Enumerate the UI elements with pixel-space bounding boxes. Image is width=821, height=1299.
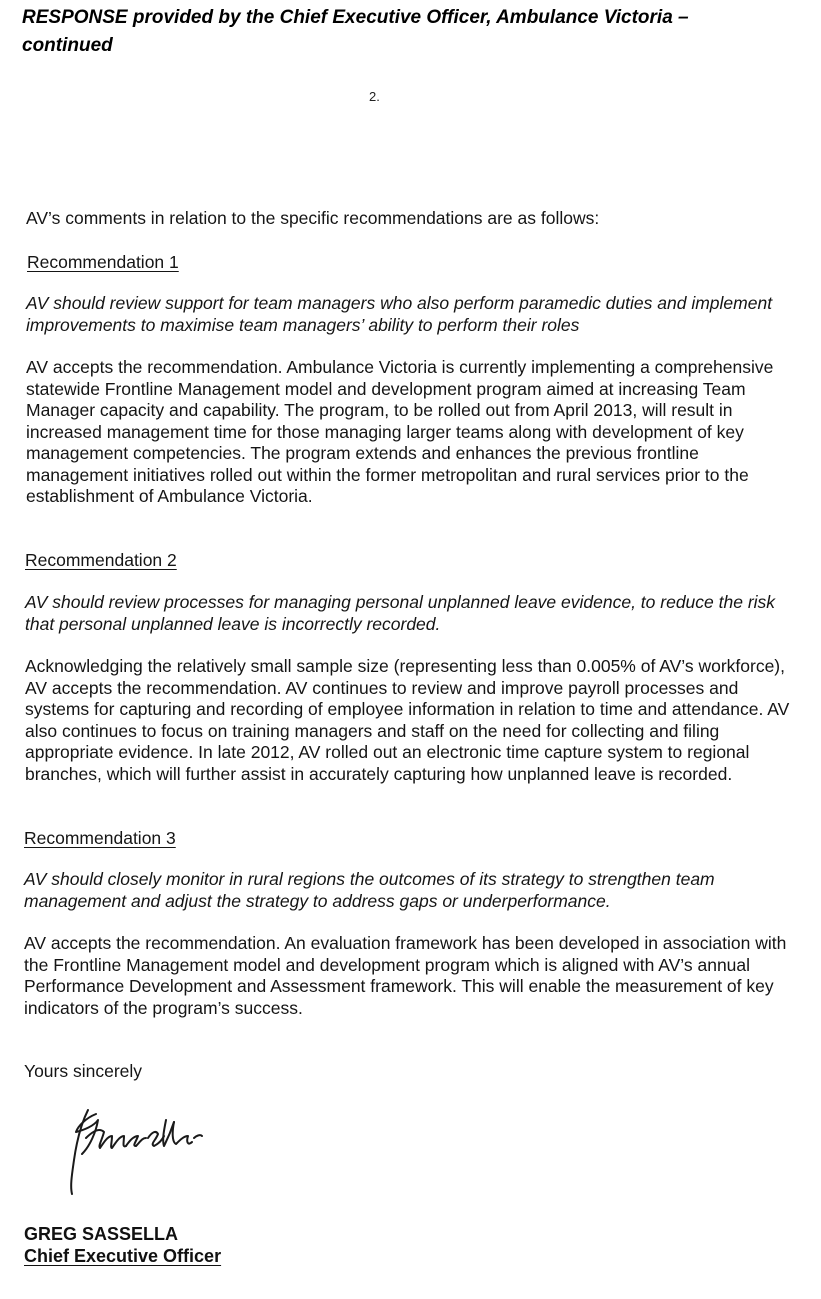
header-title-line-2: continued (22, 35, 113, 56)
signatory-title: Chief Executive Officer (24, 1246, 222, 1266)
recommendation-2-response: Acknowledging the relatively small sample size (representing less than 0.005% of AV’s workforce), AV accepts the recommendation. AV continues to review and improve payroll processes and systems for capturing and recording of employee information in relation to time and attendance. AV also continues to focus on training managers and staff on the need for collecting and filing appropriate evidence. In late 2012, AV rolled out an electronic time capture system to regional branches, which will further assist in accurately capturing how unplanned leave is recorded. (25, 656, 790, 784)
signature-image (66, 1102, 216, 1202)
recommendation-2-heading: Recommendation 2 (25, 550, 177, 570)
page-number: 2. (369, 89, 380, 104)
recommendation-3-text: AV should closely monitor in rural regions the outcomes of its strategy to strengthen team management and adjust the strategy to address gaps or underperformance. (24, 869, 715, 911)
recommendation-3-heading: Recommendation 3 (24, 828, 176, 848)
recommendation-3-response: AV accepts the recommendation. An evaluation framework has been developed in association with the Frontline Management model and development program which is aligned with AV’s annual Performance Development and Assessment framework. This will enable the measurement of key indicators of the program’s success. (24, 933, 787, 1018)
closing-salutation: Yours sincerely (24, 1061, 143, 1081)
intro-paragraph: AV’s comments in relation to the specific recommendations are as follows: (26, 208, 600, 228)
document-header (22, 4, 782, 60)
header-title-line-1: RESPONSE provided by the Chief Executive Officer, Ambulance Victoria – (22, 7, 689, 28)
recommendation-1-response: AV accepts the recommendation. Ambulance Victoria is currently implementing a comprehensive statewide Frontline Management model and development program aimed at increasing Team Manager capacity and capability. The program, to be rolled out from April 2013, will result in increased management time for those managing larger teams along with development of key management competencies. The program extends and enhances the previous frontline management initiatives rolled out within the former metropolitan and rural services prior to the establishment of Ambulance Victoria. (26, 357, 774, 506)
recommendation-1-heading: Recommendation 1 (27, 252, 179, 272)
recommendation-1-text: AV should review support for team managers who also perform paramedic duties and implement improvements to maximise team managers’ ability to perform their roles (26, 293, 773, 335)
signatory-name: GREG SASSELLA (24, 1224, 179, 1244)
recommendation-2-text: AV should review processes for managing personal unplanned leave evidence, to reduce the risk that personal unplanned leave is incorrectly recorded. (25, 592, 776, 634)
